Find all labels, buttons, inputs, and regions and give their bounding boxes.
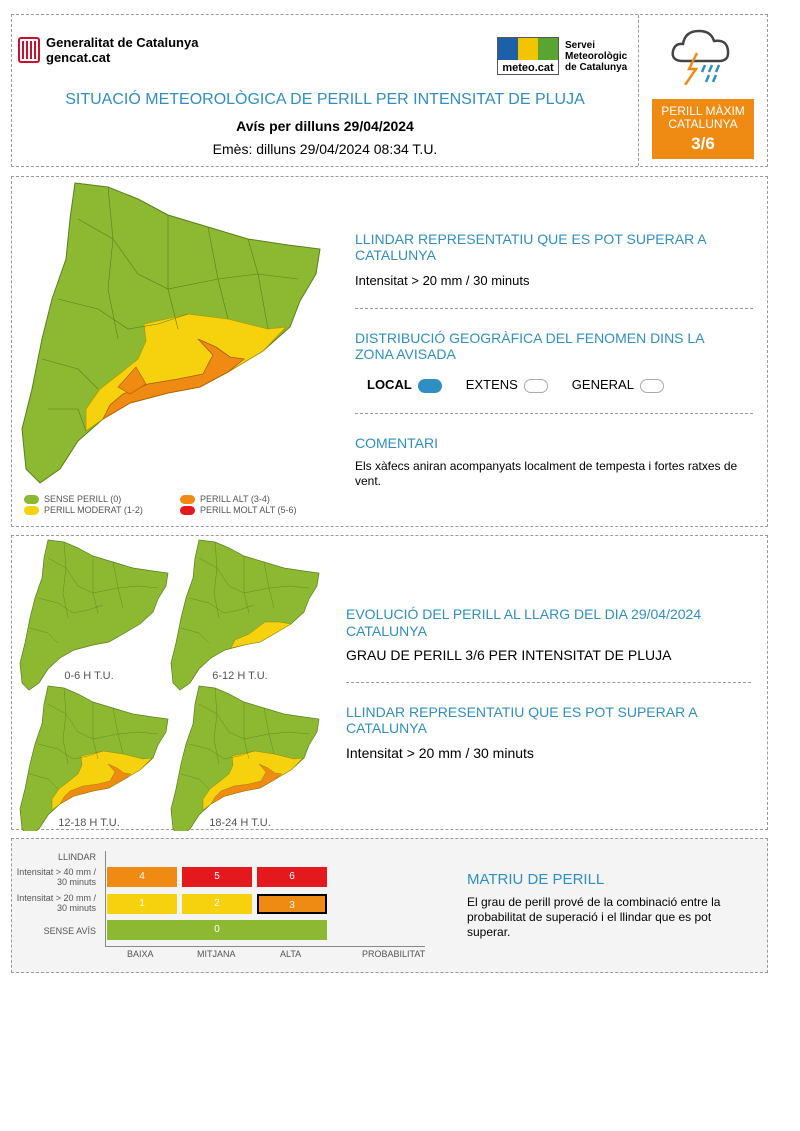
toggle-extens[interactable] bbox=[524, 379, 548, 393]
comment-title: COMENTARI bbox=[355, 435, 438, 451]
comment-text: Els xàfecs aniran acompanyats localment de tempesta i fortes ratxes de vent. bbox=[355, 459, 738, 488]
evolution-threshold-value: Intensitat > 20 mm / 30 minuts bbox=[346, 745, 534, 761]
option-general[interactable] bbox=[572, 377, 664, 393]
legend-swatch-red bbox=[180, 506, 195, 515]
meteo-name-2: Meteorològic bbox=[565, 50, 628, 62]
matrix-cell-4: 4 bbox=[107, 867, 177, 887]
toggle-local[interactable] bbox=[418, 379, 442, 393]
legend-item bbox=[24, 505, 143, 515]
toggle-general[interactable] bbox=[640, 379, 664, 393]
matrix-cell-2: 2 bbox=[182, 894, 252, 914]
matrix-y-axis bbox=[105, 851, 106, 947]
matrix-col-label: MITJANA bbox=[197, 949, 236, 959]
max-danger-panel bbox=[638, 15, 769, 166]
mini-map-region-green bbox=[171, 540, 319, 690]
legend-label: PERILL MODERAT (1-2) bbox=[44, 505, 143, 515]
legend-swatch-green bbox=[24, 495, 39, 504]
evolution-title: EVOLUCIÓ DEL PERILL AL LLARG DEL DIA 29/04/2024 bbox=[346, 606, 702, 622]
mini-map-3[interactable] bbox=[20, 686, 168, 831]
matrix-cell-5: 5 bbox=[182, 867, 252, 887]
max-label-2: CATALUNYA bbox=[668, 117, 738, 131]
matrix-x-axis bbox=[105, 946, 425, 947]
option-local-label: LOCAL bbox=[367, 377, 412, 392]
divider bbox=[355, 413, 753, 414]
distribution-options bbox=[367, 377, 664, 393]
meteocat-label: meteo.cat bbox=[502, 62, 554, 74]
mini-map-2[interactable] bbox=[171, 540, 319, 690]
matrix-title: MATRIU DE PERILL bbox=[467, 871, 605, 888]
max-level: 3/6 bbox=[691, 134, 715, 153]
matrix-y-axis-label: LLINDAR bbox=[58, 852, 97, 862]
matrix-x-axis-label: PROBABILITAT bbox=[362, 949, 426, 959]
option-general-label: GENERAL bbox=[571, 377, 634, 392]
catalonia-danger-map[interactable] bbox=[18, 179, 334, 485]
matrix-cell-0: 0 bbox=[107, 920, 327, 940]
meteo-name-3: de Catalunya bbox=[565, 61, 628, 73]
matrix-cell-1: 1 bbox=[107, 894, 177, 914]
page-title: SITUACIÓ METEOROLÒGICA DE PERILL PER INTENSITAT DE PLUJA bbox=[65, 91, 585, 108]
evolution-threshold-title: LLINDAR REPRESENTATIU QUE ES POT SUPERAR A CATALUNYA bbox=[346, 704, 697, 736]
generalitat-name: Generalitat de Catalunya bbox=[46, 35, 199, 50]
matrix-row-label: Intensitat > 40 mm / 30 minuts bbox=[16, 867, 96, 887]
mini-map-region-green bbox=[20, 540, 168, 690]
storm-rain-icon bbox=[669, 23, 733, 85]
mini-map-4[interactable] bbox=[171, 686, 319, 831]
matrix-cell-3-selected: 3 bbox=[257, 894, 327, 914]
issued-date: Emès: dilluns 29/04/2024 08:34 T.U. bbox=[212, 141, 438, 157]
legend-label: PERILL ALT (3-4) bbox=[200, 494, 270, 504]
period-label: 6-12 H T.U. bbox=[212, 670, 268, 682]
matrix-cell-6: 6 bbox=[257, 867, 327, 887]
legend-item bbox=[180, 505, 297, 515]
danger-matrix-panel bbox=[11, 838, 768, 973]
warning-date: Avís per dilluns 29/04/2024 bbox=[236, 118, 414, 134]
matrix-row-label: Intensitat > 20 mm / 30 minuts bbox=[16, 893, 96, 913]
meteocat-logo[interactable] bbox=[497, 37, 627, 75]
threshold-title: LLINDAR REPRESENTATIU QUE ES POT SUPERAR A CATALUNYA bbox=[355, 231, 706, 263]
legend-item bbox=[180, 494, 270, 504]
period-label: 12-18 H T.U. bbox=[58, 817, 120, 829]
period-label: 0-6 H T.U. bbox=[64, 670, 114, 682]
legend-item bbox=[24, 494, 121, 504]
period-label: 18-24 H T.U. bbox=[209, 817, 271, 829]
header-panel bbox=[11, 14, 768, 167]
generalitat-url: gencat.cat bbox=[46, 50, 111, 65]
max-danger-badge bbox=[652, 99, 754, 159]
legend-label: SENSE PERILL (0) bbox=[44, 494, 122, 504]
option-local[interactable] bbox=[367, 377, 442, 393]
matrix-col-label: BAIXA bbox=[127, 949, 154, 959]
distribution-title: DISTRIBUCIÓ GEOGRÀFICA DEL FENOMEN DINS LA ZONA AVISADA bbox=[355, 330, 704, 362]
meteo-name-1: Servei bbox=[565, 39, 596, 51]
divider bbox=[346, 682, 751, 683]
option-extens-label: EXTENS bbox=[465, 377, 518, 392]
option-extens[interactable] bbox=[466, 377, 548, 393]
legend-swatch-orange bbox=[180, 495, 195, 504]
generalitat-emblem-icon bbox=[18, 37, 40, 63]
matrix-col-label: ALTA bbox=[280, 949, 302, 959]
evolution-maps bbox=[12, 536, 332, 831]
evolution-region: CATALUNYA bbox=[346, 623, 427, 639]
divider bbox=[355, 308, 753, 309]
main-warning-panel bbox=[11, 176, 768, 527]
legend-swatch-yellow bbox=[24, 506, 39, 515]
meteocat-emblem-icon bbox=[497, 37, 559, 75]
generalitat-logo[interactable] bbox=[18, 35, 198, 65]
mini-map-1[interactable] bbox=[20, 540, 168, 690]
max-label-1: PERILL MÀXIM bbox=[661, 104, 745, 118]
legend-label: PERILL MOLT ALT (5-6) bbox=[200, 505, 297, 515]
danger-grade: GRAU DE PERILL 3/6 PER INTENSITAT DE PLUJA bbox=[346, 647, 672, 663]
threshold-value: Intensitat > 20 mm / 30 minuts bbox=[355, 273, 530, 288]
matrix-row-label: SENSE AVÍS bbox=[43, 926, 96, 936]
matrix-text: El grau de perill prové de la combinació entre la probabilitat de superació i el llindar que es pot superar. bbox=[467, 895, 721, 939]
evolution-panel bbox=[11, 535, 768, 830]
